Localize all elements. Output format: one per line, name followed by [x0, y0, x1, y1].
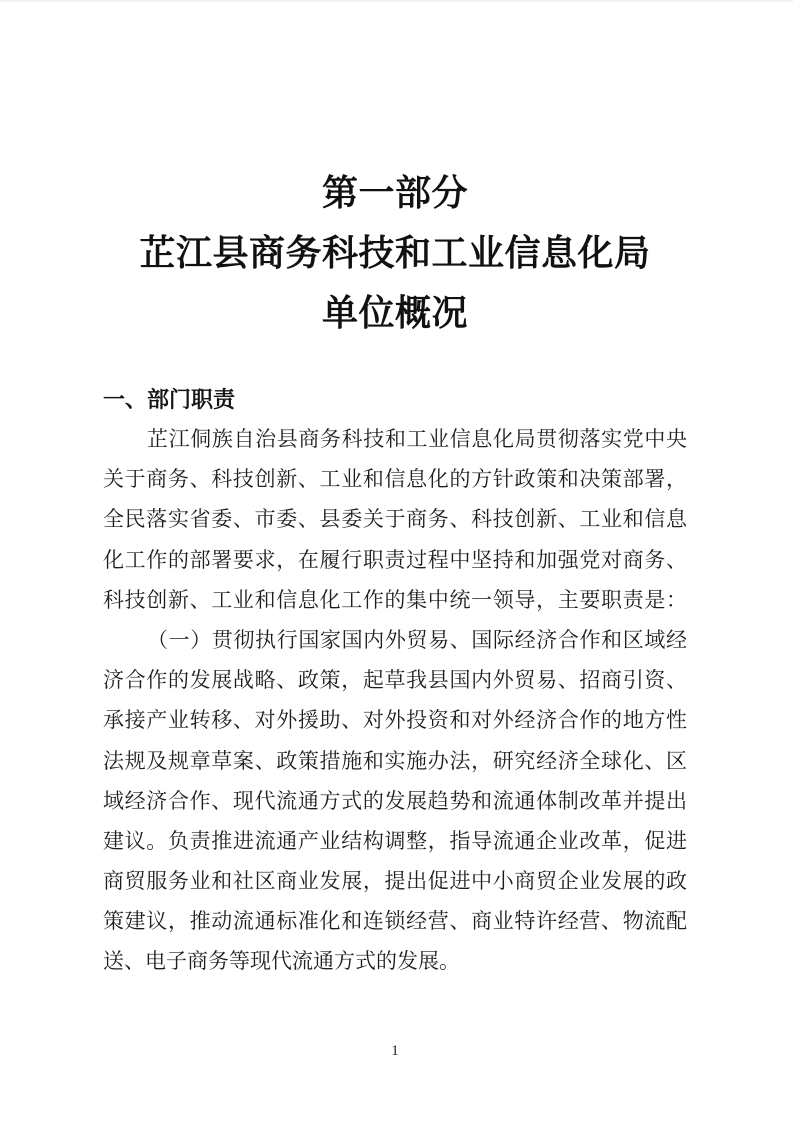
page-number: 1 [391, 1043, 399, 1059]
body-line-2: 关于商务、科技创新、工业和信息化的方针政策和决策部署， [103, 467, 687, 492]
body-line-14: 送、电子商务等现代流通方式的发展。 [103, 949, 460, 974]
title-unit-overview: 单位概况 [321, 293, 468, 333]
body-line-5: 科技创新、工业和信息化工作的集中统一领导，主要职责是： [103, 587, 687, 612]
body-line-8: 承接产业转移、对外援助、对外投资和对外经济合作的地方性 [103, 708, 687, 733]
body-line-1: 芷江侗族自治县商务科技和工业信息化局贯彻落实党中央 [147, 427, 687, 451]
document-title-block [103, 163, 687, 343]
body-line-11: 建议。负责推进流通产业结构调整，指导流通企业改革，促进 [103, 828, 687, 853]
title-agency-name: 芷江县商务科技和工业信息化局 [139, 233, 651, 273]
body-line-6: （一）贯彻执行国家国内外贸易、国际经济合作和区域经 [147, 627, 687, 652]
body-line-9: 法规及规章草案、政策措施和实施办法，研究经济全球化、区 [103, 748, 687, 773]
body-text [103, 419, 687, 982]
body-line-13: 策建议，推动流通标准化和连锁经营、商业特许经营、物流配 [103, 909, 687, 934]
body-line-10: 域经济合作、现代流通方式的发展趋势和流通体制改革并提出 [103, 788, 687, 813]
body-line-7: 济合作的发展战略、政策，起草我县国内外贸易、招商引资、 [103, 668, 687, 693]
title-part-number: 第一部分 [321, 173, 468, 213]
section-heading-department-duties: 一、部门职责 [103, 387, 236, 412]
body-line-4: 化工作的部署要求，在履行职责过程中坚持和加强党对商务、 [103, 547, 687, 572]
body-line-12: 商贸服务业和社区商业发展，提出促进中小商贸企业发展的政 [103, 869, 687, 894]
body-line-3: 全民落实省委、市委、县委关于商务、科技创新、工业和信息 [103, 507, 687, 532]
